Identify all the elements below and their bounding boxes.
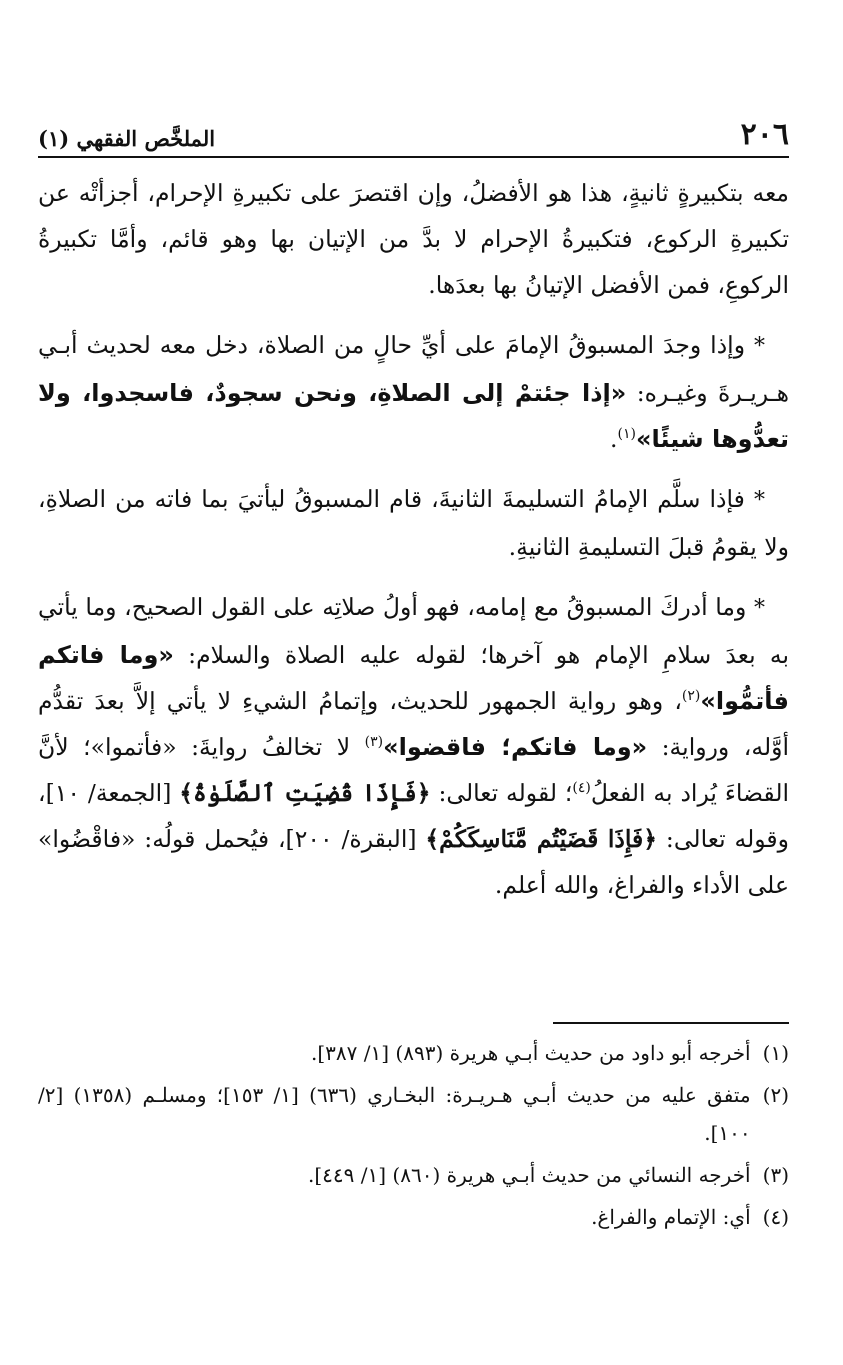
footnote-ref: (٣) <box>364 734 384 751</box>
hadith-quote: «وما فاتكم؛ فاقضوا» <box>383 733 648 761</box>
bullet-marker: * <box>753 596 765 621</box>
footnote-text: أي: الإتمام والفراغ. <box>591 1205 751 1229</box>
bullet-marker: * <box>753 488 765 513</box>
paragraph-1: معه بتكبيرةٍ ثانيةٍ، هذا هو الأفضلُ، وإن اقتصرَ على تكبيرةِ الإحرام، أجزأتْه عن تكبيرةِ الركوع، فتكبيرةُ الإحرام لا بدَّ من الإتيان بها وهو قائم، وأمَّا تكبيرةُ الركوعِ، فمن الأفضل الإتيانُ بها بعدَها. <box>38 179 789 299</box>
bullet-marker: * <box>754 334 765 359</box>
running-title: الملخَّص الفقهي (١) <box>38 126 216 151</box>
footnote-ref: (٢) <box>681 688 701 705</box>
footnote-number: (٣) <box>762 1163 789 1187</box>
main-text <box>38 170 789 922</box>
footnote <box>38 1076 789 1152</box>
footnote-text: أخرجه أبو داود من حديث أبـي هريرة (٨٩٣) [١/ ٣٨٧]. <box>311 1041 751 1065</box>
footnote-text: أخرجه النسائي من حديث أبـي هريرة (٨٦٠) [١/ ٤٤٩]. <box>307 1163 751 1187</box>
page-number: ٢٠٦ <box>740 117 789 152</box>
page-header <box>38 112 789 158</box>
paragraph-3 <box>38 476 789 570</box>
footnote <box>38 1156 789 1194</box>
footnote-separator <box>553 1022 789 1024</box>
footnotes <box>38 1034 789 1240</box>
paragraph-2 <box>38 322 789 462</box>
hadith-quote: «إذا جئتمْ إلى الصلاةِ، ونحن سجودٌ، فاسجدوا، ولا تعدُّوها شيئًا» <box>38 379 789 453</box>
paragraph-4-text: [الجمعة/ ١٠]، وقوله تعالى: <box>38 779 789 853</box>
paragraph-4-text: [البقرة/ ٢٠٠]، فيُحمل قولُه: «فاقْضُوا» على الأداء والفراغ، والله أعلم. <box>38 825 789 899</box>
hadith-quote: «وما فاتكم فأتمُّوا» <box>38 641 789 715</box>
paragraph-4 <box>38 584 789 908</box>
paragraph-4-text: لا تخالفُ روايةَ: «فأتموا»؛ لأنَّ القضاءَ يُراد به الفعلُ <box>38 733 790 807</box>
quran-verse: ﴿فَإِذَا قَضَيْتُم مَّنَاسِكَكُمْ﴾ <box>425 825 658 853</box>
footnote-text: متفق عليه من حديث أبـي هـريـرة: البخـاري (٦٣٦) [١/ ١٥٣]؛ ومسلـم (١٣٥٨) [٢/ ١٠٠]. <box>38 1083 751 1145</box>
footnote-ref: (١) <box>617 426 636 443</box>
paragraph-3-text: فإذا سلَّم الإمامُ التسليمةَ الثانيةَ، قام المسبوقُ ليأتيَ بما فاته من الصلاةِ، ولا يقومُ قبلَ التسليمةِ الثانيةِ. <box>38 485 789 561</box>
footnote <box>38 1198 789 1236</box>
paragraph-4-text: وما أدركَ المسبوقُ مع إمامه، فهو أولُ صلاتِه على القول الصحيح، وما يأتي به بعدَ سلامِ الإمام هو آخرها؛ لقوله عليه الصلاة والسلام: <box>38 593 789 669</box>
paragraph-2-text: وإذا وجدَ المسبوقُ الإمامَ على أيِّ حالٍ من الصلاة، دخل معه لحديث أبـي هـريـرةَ وغيـره: <box>38 331 789 407</box>
footnote <box>38 1034 789 1072</box>
footnote-number: (١) <box>762 1041 789 1065</box>
footnote-number: (٤) <box>762 1205 789 1229</box>
footnote-ref: (٤) <box>572 780 591 797</box>
quran-verse: ﴿فَإِذَا قُضِيَتِ ٱلصَّلَوٰةُ﴾ <box>179 779 431 807</box>
footnote-number: (٢) <box>762 1083 789 1107</box>
paragraph-2-end: . <box>609 425 618 453</box>
paragraph-4-text: ؛ لقوله تعالى: <box>430 779 573 807</box>
paragraph-4-text: ، وهو رواية الجمهور للحديث، وإتمامُ الشيءِ لا يأتي إلاَّ بعدَ تقدُّم أوَّله، ورواية: <box>38 687 789 761</box>
